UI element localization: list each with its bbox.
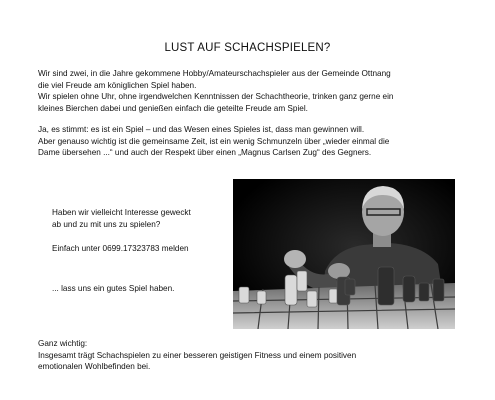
text-line: kleines Bierchen dabei und genießen einfach die geteilte Freude am Spiel.	[38, 103, 308, 113]
invitation-text	[52, 207, 191, 230]
text-line: Ganz wichtig:	[38, 339, 88, 348]
closing-text: ... lass uns ein gutes Spiel haben.	[52, 284, 175, 293]
chess-player-photo	[233, 179, 455, 329]
second-paragraph	[38, 124, 468, 159]
intro-paragraph	[38, 68, 468, 114]
important-note	[38, 338, 468, 373]
text-line: Ja, es stimmt: es ist ein Spiel – und das Wesen eines Spieles ist, dass man gewinnen will.	[38, 125, 365, 134]
text-line: Aber genauso wichtig ist die gemeinsame Zeit, ist ein wenig Schmunzeln über „wieder einmal die	[38, 136, 390, 146]
player-left-hand	[328, 263, 350, 279]
text-line: ab und zu mit uns zu spielen?	[52, 219, 161, 229]
text-line: Haben wir vielleicht Interesse geweckt	[52, 208, 191, 217]
player-hand	[284, 250, 306, 268]
text-line: die viel Freude am königlichen Spiel haben.	[38, 80, 197, 90]
text-line: Wir spielen ohne Uhr, ohne irgendwelchen Kenntnissen der Schachtheorie, trinken ganz gerne ein	[38, 92, 394, 102]
contact-text: Einfach unter 0699.17323783 melden	[52, 244, 189, 253]
page-title: LUST AUF SCHACHSPIELEN?	[164, 42, 331, 54]
text-line: Insgesamt trägt Schachspielen zu einer besseren geistigen Fitness und einem positiven	[38, 350, 357, 360]
text-line: emotionalen Wohlbefinden bei.	[38, 362, 151, 372]
text-line: Dame übersehen ...“ und auch der Respekt über einen „Magnus Carlsen Zug“ des Gegners.	[38, 148, 372, 158]
text-line: Wir sind zwei, in die Jahre gekommene Hobby/Amateurschachspieler aus der Gemeinde Ottnang	[38, 69, 391, 78]
